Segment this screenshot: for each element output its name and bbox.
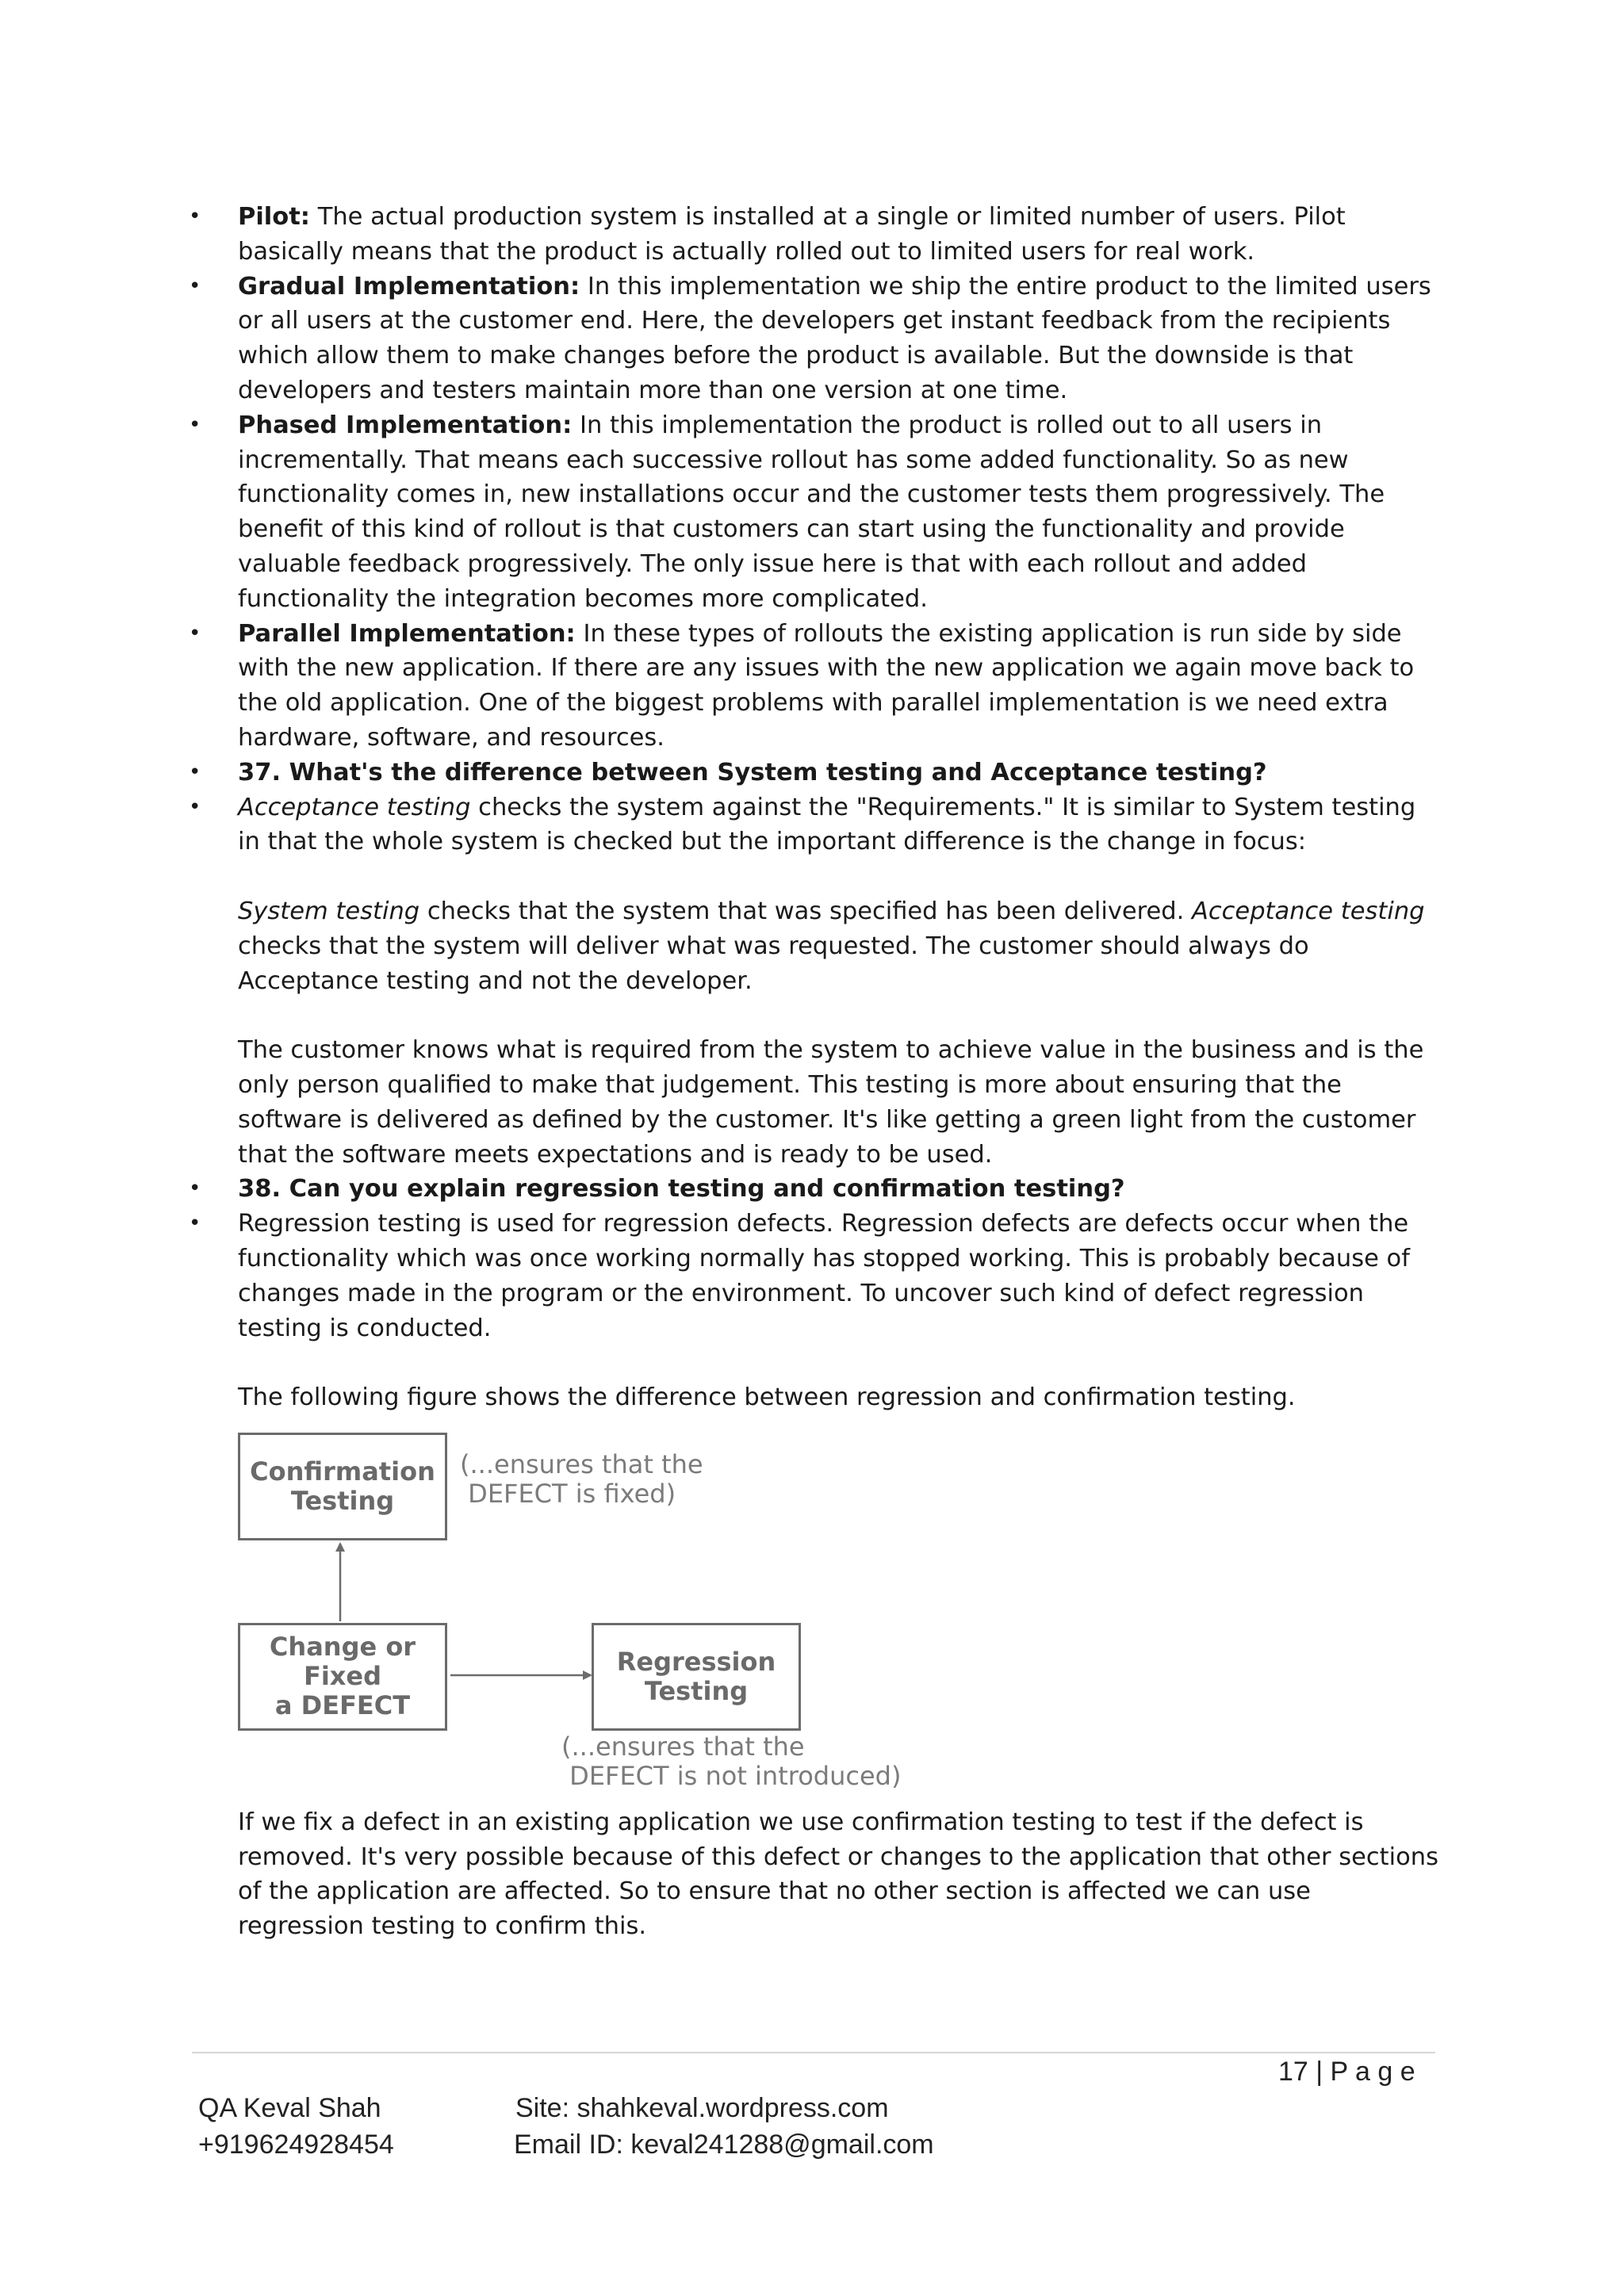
answer-37 — [189, 790, 1443, 1173]
item-label: Pilot: — [238, 203, 310, 231]
regression-testing-box — [592, 1623, 801, 1731]
answer-text: If we fix a defect in an existing application we use confirmation testing to test if the defect is removed. It's very possible because of this defect or changes to the application that other sections of the application are affected. So to ensure that no other section is affected we can use regression testing to confirm this. — [238, 1808, 1438, 1941]
footer-phone: +919624928454 — [198, 2130, 394, 2160]
question-38 — [189, 1172, 1443, 1207]
emphasis: Acceptance testing — [1192, 897, 1425, 925]
footer-site: Site: shahkeval.wordpress.com — [515, 2093, 889, 2123]
regression-note: (...ensures that the DEFECT is not introduced) — [561, 1731, 902, 1791]
item-label: Parallel Implementation: — [238, 619, 576, 648]
question-heading: 38. Can you explain regression testing and confirmation testing? — [238, 1175, 1125, 1203]
bullet-icon: • — [189, 1177, 201, 1201]
answer-text: Regression testing is used for regression defects. Regression defects are defects occur when the functionality which was once working normally has stopped working. This is probably because of changes made in the program or the environment. To uncover such kind of defect regression testing is conducted. — [238, 1210, 1410, 1342]
bullet-icon: • — [189, 205, 201, 228]
footer-author: QA Keval Shah — [198, 2093, 381, 2123]
footer-divider — [192, 2052, 1435, 2053]
answer-text: checks that the system that was specified has been delivered. — [419, 897, 1193, 925]
question-heading: 37. What's the difference between System testing and Acceptance testing? — [238, 758, 1267, 786]
question-37 — [189, 756, 1443, 790]
item-label: Phased Implementation: — [238, 411, 573, 439]
answer-text: checks the system against the "Requirements." It is similar to System testing in that the whole system is checked but the important difference is the change in focus: — [238, 793, 1416, 856]
bullet-icon: • — [189, 1211, 201, 1236]
list-item-gradual — [189, 270, 1443, 408]
bullet-icon: • — [189, 794, 201, 819]
bullet-icon: • — [189, 760, 201, 784]
box-label: Confirmation Testing — [250, 1456, 435, 1516]
emphasis: Acceptance testing — [238, 793, 471, 821]
confirmation-testing-box — [238, 1433, 447, 1540]
item-text: In this implementation we ship the entire product to the limited users or all users at the customer end. Here, the developers get instant feedback from the recipients which allow them to make changes before the product is available. But the downside is that developers and testers maintain more than one version at one time. — [238, 272, 1431, 404]
bullet-icon: • — [189, 274, 201, 298]
change-defect-box — [238, 1623, 447, 1731]
box-label: Change or Fixed a DEFECT — [269, 1632, 416, 1721]
item-text: The actual production system is installed at a single or limited number of users. Pilot basically means that the product is actually rolled out to limited users for real work. — [238, 203, 1346, 266]
bullet-icon: • — [189, 621, 201, 645]
item-text: In these types of rollouts the existing application is run side by side with the new application. If there are any issues with the new application we again move back to the old application. One of the biggest problems with parallel implementation is we need extra hardware, software, and resources. — [238, 619, 1415, 752]
answer-38 — [189, 1207, 1443, 1944]
document-body — [189, 200, 1443, 1944]
list-item-phased — [189, 408, 1443, 617]
item-label: Gradual Implementation: — [238, 272, 580, 300]
list-item-parallel — [189, 617, 1443, 756]
answer-text: The customer knows what is required from the system to achieve value in the business and is the only person qualified to make that judgement. This testing is more about ensuring that the software is delivered as defined by the customer. It's like getting a green light from the customer that the software meets expectations and is ready to be used. — [238, 1036, 1424, 1169]
list-item-pilot — [189, 200, 1443, 270]
figure-intro: The following figure shows the difference between regression and confirmation testing. — [238, 1383, 1296, 1412]
testing-diagram — [238, 1433, 1031, 1805]
page-number: 17 | P a g e — [1278, 2057, 1415, 2087]
emphasis: System testing — [238, 897, 420, 925]
item-text: In this implementation the product is rolled out to all users in incrementally. That means each successive rollout has some added functionality. So as new functionality comes in, new installations occur and the customer tests them progressively. The benefit of this kind of rollout is that customers can start using the functionality and provide valuable feedback progressively. The only issue here is that with each rollout and added functionality the integration becomes more complicated. — [238, 411, 1385, 613]
footer-email: Email ID: keval241288@gmail.com — [514, 2130, 934, 2160]
bullet-icon: • — [189, 412, 201, 437]
confirmation-note: (...ensures that the DEFECT is fixed) — [460, 1448, 703, 1509]
answer-text: checks that the system will deliver what was requested. The customer should always do Acceptance testing and not the developer. — [238, 932, 1309, 995]
box-label: Regression Testing — [616, 1646, 776, 1706]
